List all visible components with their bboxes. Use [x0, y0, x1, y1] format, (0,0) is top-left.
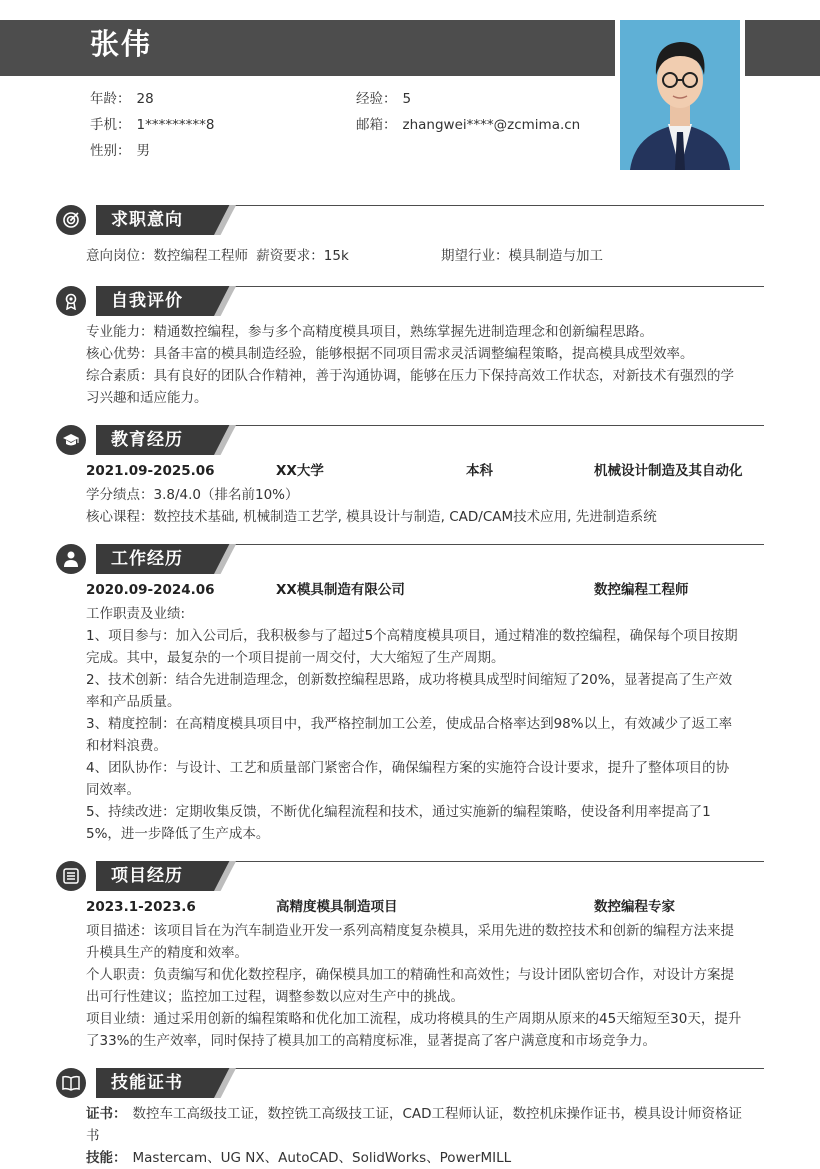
- person-icon: [56, 544, 86, 574]
- section-self-header: [56, 286, 764, 318]
- project-line: 项目业绩：通过采用创新的编程策略和优化加工流程，成功将模具的生产周期从原来的45天缩短至30天，提升: [86, 1011, 742, 1027]
- age-value: 28: [136, 91, 154, 107]
- work-line: 1、项目参与：加入公司后，我积极参与了超过5个高精度模具项目，通过精准的数控编程，确保每个项目按期: [86, 628, 738, 644]
- section-skills-header: [56, 1068, 764, 1100]
- project-line: 项目描述：该项目旨在为汽车制造业开发一系列高精度复杂模具，采用先进的数控技术和创新的编程方法来提: [86, 923, 734, 939]
- work-line: 5、持续改进：定期收集反馈，不断优化编程流程和技术，通过实施新的编程策略，使设备利用率提高了1: [86, 804, 711, 820]
- project-role: 数控编程专家: [594, 899, 675, 915]
- section-divider: [166, 1068, 764, 1069]
- email-value: zhangwei****@zcmima.cn: [402, 117, 581, 133]
- cert-label: 证书：: [86, 1106, 127, 1122]
- section-divider: [166, 286, 764, 287]
- self-eval-line: 核心优势：具备丰富的模具制造经验，能够根据不同项目需求灵活调整编程策略，提高模具成型效率。: [86, 346, 694, 362]
- profile-photo: [620, 20, 740, 170]
- header-bar-right: [745, 20, 820, 76]
- work-date: 2020.09-2024.06: [86, 582, 215, 598]
- work-line: 5%，进一步降低了生产成本。: [86, 826, 270, 842]
- section-divider: [166, 425, 764, 426]
- work-line: 4、团队协作：与设计、工艺和质量部门紧密合作，确保编程方案的实施符合设计要求，提升了整体项目的协: [86, 760, 730, 776]
- cert-value: 数控车工高级技工证，数控铣工高级技工证，CAD工程师认证，数控机床操作证书，模具设计师资格证: [132, 1106, 743, 1122]
- edu-courses: 核心课程：数控技术基础, 机械制造工艺学, 模具设计与制造, CAD/CAM技术应用, 先进制造系统: [86, 509, 657, 525]
- self-eval-line: 专业能力：精通数控编程，参与多个高精度模具项目，熟练掌握先进制造理念和创新编程思路。: [86, 324, 653, 340]
- section-title: 教育经历: [111, 430, 183, 450]
- section-title: 技能证书: [111, 1073, 183, 1093]
- email-field: [356, 116, 580, 134]
- award-icon: [56, 286, 86, 316]
- age-field: [90, 90, 154, 108]
- phone-label: 手机：: [90, 117, 131, 133]
- work-role: 数控编程工程师: [594, 582, 689, 598]
- experience-label: 经验：: [356, 91, 397, 107]
- cert-line: [86, 1103, 766, 1125]
- section-divider: [166, 861, 764, 862]
- graduation-cap-icon: [56, 425, 86, 455]
- self-eval-text: [86, 321, 766, 409]
- edu-gpa: 学分绩点：3.8/4.0（排名前10%）: [86, 487, 299, 503]
- project-line: 出可行性建议；监控加工过程，调整参数以应对生产中的挑战。: [86, 989, 464, 1005]
- section-divider: [166, 544, 764, 545]
- edu-degree: 本科: [466, 463, 493, 479]
- book-icon: [56, 1068, 86, 1098]
- project-line: 个人职责：负责编写和优化数控程序，确保模具加工的精确性和高效性；与设计团队密切合作，对设计方案提: [86, 967, 734, 983]
- work-details: [86, 603, 766, 845]
- intent-industry: 期望行业：模具制造与加工: [441, 248, 603, 264]
- project-details: [86, 920, 766, 1052]
- project-line: 了33%的生产效率，同时保持了模具加工的高精度标准，显著提高了客户满意度和市场竞争力。: [86, 1033, 657, 1049]
- intent-position: 意向岗位：数控编程工程师: [86, 248, 248, 264]
- phone-field: [90, 116, 214, 134]
- section-work-header: [56, 544, 764, 576]
- project-date: 2023.1-2023.6: [86, 899, 196, 915]
- self-eval-line: 习兴趣和适应能力。: [86, 390, 208, 406]
- section-edu-header: [56, 425, 764, 457]
- edu-major: 机械设计制造及其自动化: [594, 463, 743, 479]
- skills-details: [86, 1103, 766, 1169]
- work-line: 率和产品质量。: [86, 694, 181, 710]
- gender-value: 男: [136, 143, 150, 159]
- work-line: 同效率。: [86, 782, 140, 798]
- section-intent-header: [56, 205, 764, 237]
- work-company: XX模具制造有限公司: [276, 582, 405, 598]
- self-eval-line: 综合素质：具有良好的团队合作精神，善于沟通协调，能够在压力下保持高效工作状态，对新技术有强烈的学: [86, 368, 734, 384]
- cert-line-2: 书: [86, 1128, 100, 1144]
- work-line: 2、技术创新：结合先进制造理念，创新数控编程思路，成功将模具成型时间缩短了20%，显著提高了生产效: [86, 672, 733, 688]
- section-title: 求职意向: [111, 210, 183, 230]
- work-line: 和材料浪费。: [86, 738, 167, 754]
- edu-date: 2021.09-2025.06: [86, 463, 215, 479]
- section-divider: [166, 205, 764, 206]
- age-label: 年龄：: [90, 91, 131, 107]
- experience-field: [356, 90, 411, 108]
- phone-value: 1*********8: [136, 117, 215, 133]
- section-title: 工作经历: [111, 549, 183, 569]
- skill-label: 技能：: [86, 1150, 127, 1166]
- intent-salary: 薪资要求：15k: [256, 248, 349, 264]
- email-label: 邮箱：: [356, 117, 397, 133]
- intent-row: [86, 245, 766, 267]
- skill-value: Mastercam、UG NX、AutoCAD、SolidWorks、PowerMILL: [132, 1150, 512, 1166]
- section-title: 自我评价: [111, 291, 183, 311]
- section-project-header: [56, 861, 764, 893]
- project-line: 升模具生产的精度和效率。: [86, 945, 248, 961]
- work-line: 完成。其中，最复杂的一个项目提前一周交付，大大缩短了生产周期。: [86, 650, 505, 666]
- edu-school: XX大学: [276, 463, 324, 479]
- work-line: 工作职责及业绩:: [86, 606, 186, 622]
- work-line: 3、精度控制：在高精度模具项目中，我严格控制加工公差，使成品合格率达到98%以上，有效减少了返工率: [86, 716, 733, 732]
- gender-label: 性别：: [90, 143, 131, 159]
- section-title: 项目经历: [111, 866, 183, 886]
- candidate-name: 张伟: [90, 27, 153, 61]
- edu-details: [86, 484, 766, 528]
- experience-value: 5: [402, 91, 412, 107]
- gender-field: [90, 142, 150, 160]
- project-name: 高精度模具制造项目: [276, 899, 398, 915]
- target-icon: [56, 205, 86, 235]
- skill-line: [86, 1147, 766, 1169]
- list-icon: [56, 861, 86, 891]
